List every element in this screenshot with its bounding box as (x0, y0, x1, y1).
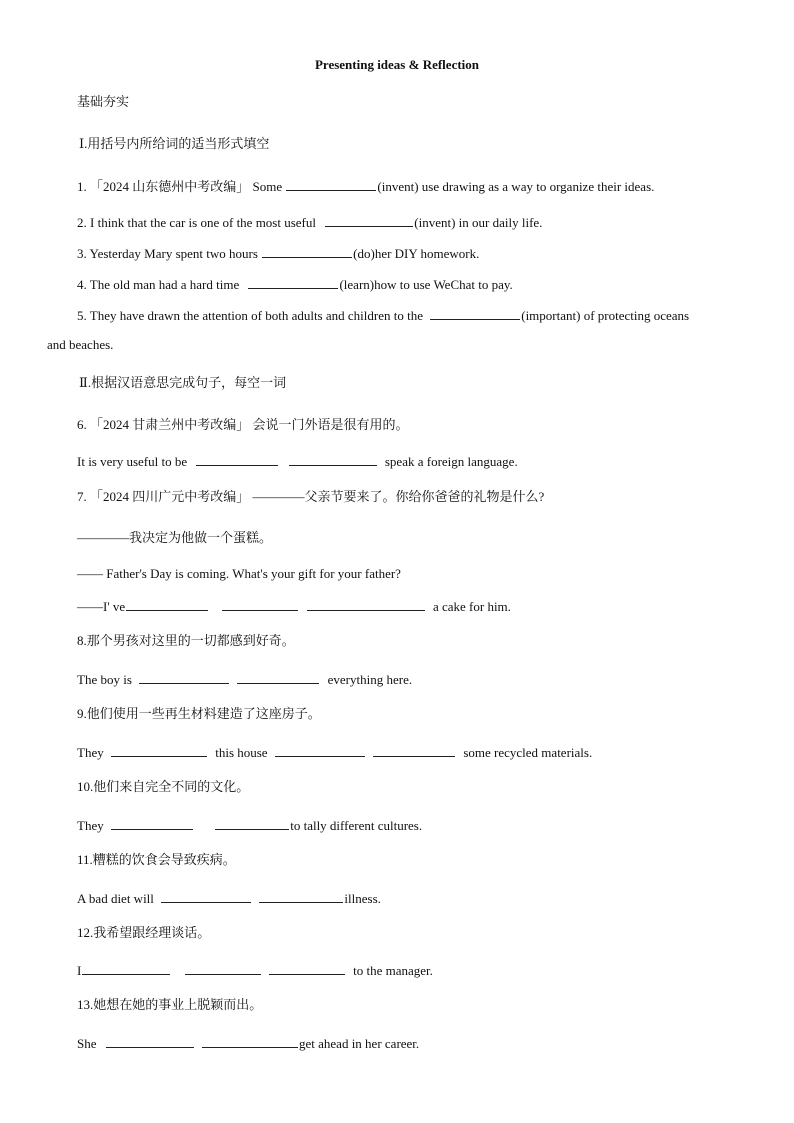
q9-text-c: some recycled materials. (463, 745, 593, 760)
q1-blank[interactable] (286, 177, 376, 191)
question-9 (77, 743, 592, 761)
q3-blank[interactable] (262, 244, 352, 258)
q9-blank-2[interactable] (275, 743, 365, 757)
question-12 (77, 961, 433, 979)
q11-chinese: 11.糟糕的饮食会导致疾病。 (77, 852, 236, 867)
q9-chinese: 9.他们使用一些再生材料建造了这座房子。 (77, 706, 321, 721)
q9-text-b: this house (215, 745, 268, 760)
q12-blank-3[interactable] (269, 961, 345, 975)
q8-blank-1[interactable] (139, 670, 229, 684)
q8-chinese: 8.那个男孩对这里的一切都感到好奇。 (77, 633, 295, 648)
q2-text-b: (invent) in our daily life. (414, 215, 543, 230)
q10-blank-2[interactable] (215, 816, 289, 830)
q10-chinese: 10.他们来自完全不同的文化。 (77, 779, 250, 794)
q5-continuation: and beaches. (47, 337, 114, 352)
question-10 (77, 816, 422, 834)
q12-chinese: 12.我希望跟经理谈话。 (77, 925, 211, 940)
q6-blank-1[interactable] (196, 452, 278, 466)
part1-heading: Ⅰ.用括号内所给词的适当形式填空 (79, 136, 270, 151)
q2-blank[interactable] (325, 213, 413, 227)
q5-blank[interactable] (430, 306, 520, 320)
q3-text-b: (do)her DIY homework. (353, 246, 480, 261)
q5-text-b: (important) of protecting oceans (521, 308, 690, 323)
q7-blank-1[interactable] (126, 597, 208, 611)
question-5 (77, 306, 689, 324)
q12-blank-2[interactable] (185, 961, 261, 975)
q8-text-b: everything here. (327, 672, 413, 687)
q10-text-a: They (77, 818, 104, 833)
question-6 (77, 452, 518, 470)
q7-blank-3[interactable] (307, 597, 425, 611)
q13-chinese: 13.她想在她的事业上脱颖而出。 (77, 997, 263, 1012)
q11-blank-1[interactable] (161, 889, 251, 903)
question-13 (77, 1034, 419, 1052)
q7-text-a: ——I' ve (77, 599, 126, 614)
question-4 (77, 275, 513, 293)
q11-text-b: illness. (344, 891, 381, 906)
q2-text-a: 2. I think that the car is one of the most useful (77, 215, 317, 230)
question-3 (77, 244, 479, 262)
q13-text-a: She (77, 1036, 97, 1051)
q7-english-question: —— Father's Day is coming. What's your gift for your father? (77, 566, 401, 581)
q7-chinese-reply: ————我决定为他做一个蛋糕。 (77, 530, 273, 545)
q5-text-a: 5. They have drawn the attention of both adults and children to the (77, 308, 423, 323)
question-2 (77, 213, 542, 231)
question-1 (77, 177, 654, 195)
q8-text-a: The boy is (77, 672, 132, 687)
q11-text-a: A bad diet will (77, 891, 154, 906)
question-7 (77, 597, 511, 615)
q9-blank-3[interactable] (373, 743, 455, 757)
page-title: Presenting ideas & Reflection (314, 57, 480, 72)
q1-text-b: (invent) use drawing as a way to organize their ideas. (377, 179, 655, 194)
q8-blank-2[interactable] (237, 670, 319, 684)
part2-heading: Ⅱ.根据汉语意思完成句子，每空一词 (79, 375, 287, 390)
q11-blank-2[interactable] (259, 889, 343, 903)
q10-text-b: to tally different cultures. (290, 818, 423, 833)
section-heading: 基础夯实 (77, 94, 130, 109)
q7-blank-2[interactable] (222, 597, 298, 611)
q4-text-b: (learn)how to use WeChat to pay. (339, 277, 513, 292)
q9-text-a: They (77, 745, 104, 760)
q3-text-a: 3. Yesterday Mary spent two hours (77, 246, 258, 261)
q1-text-a: 1. 「2024 山东德州中考改编」 Some (77, 179, 283, 194)
q12-text-b: to the manager. (353, 963, 433, 978)
q9-blank-1[interactable] (111, 743, 207, 757)
q4-text-a: 4. The old man had a hard time (77, 277, 240, 292)
q6-blank-2[interactable] (289, 452, 377, 466)
q13-text-b: get ahead in her career. (299, 1036, 420, 1051)
question-11 (77, 889, 381, 907)
q12-text-a: I (77, 963, 82, 978)
question-8 (77, 670, 412, 688)
q4-blank[interactable] (248, 275, 338, 289)
q7-text-b: a cake for him. (432, 599, 511, 614)
q6-text-a: It is very useful to be (77, 454, 188, 469)
q12-blank-1[interactable] (82, 961, 170, 975)
q13-blank-2[interactable] (202, 1034, 298, 1048)
q7-chinese: 7. 「2024 四川广元中考改编」 ————父亲节要来了。你给你爸爸的礼物是什么? (77, 489, 545, 504)
q6-chinese: 6. 「2024 甘肃兰州中考改编」 会说一门外语是很有用的。 (77, 417, 409, 432)
q6-text-b: speak a foreign language. (384, 454, 518, 469)
q10-blank-1[interactable] (111, 816, 193, 830)
q13-blank-1[interactable] (106, 1034, 194, 1048)
